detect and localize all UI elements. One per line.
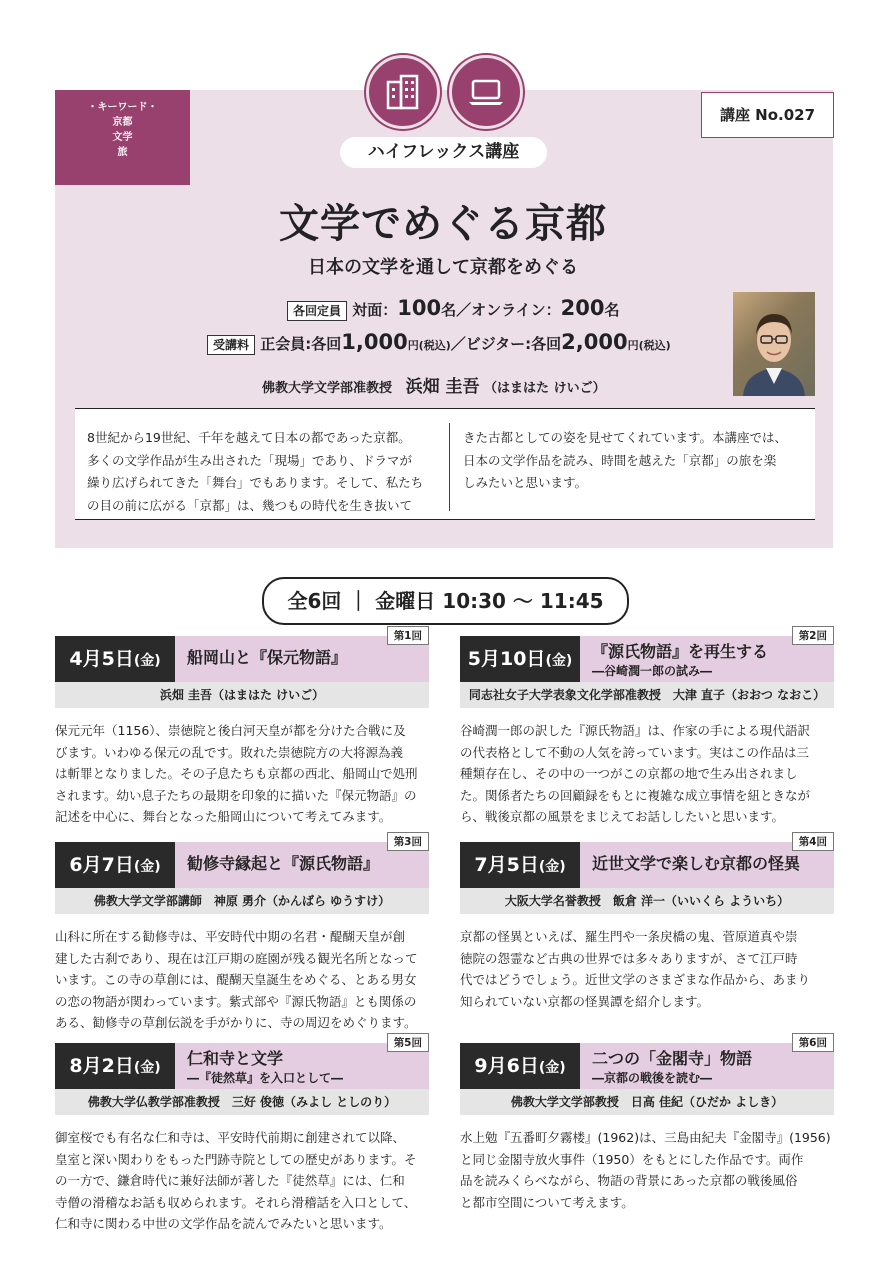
keyword-item: 文学 bbox=[112, 132, 133, 143]
session-body-line: と同じ金閣寺放火事件（1950）をもとにした作品です。両作 bbox=[460, 1151, 804, 1167]
session-header bbox=[460, 836, 834, 888]
description-divider bbox=[449, 423, 450, 511]
session-body-line: 品を読みくらべながら、物語の背景にあった京都の戦後風俗 bbox=[460, 1173, 798, 1188]
session-body-line: 御室桜でも有名な仁和寺は、平安時代前期に創建されて以降、 bbox=[55, 1130, 406, 1145]
session-date bbox=[460, 1043, 580, 1089]
session-lecturer: 佛教大学仏教学部准教授 三好 俊徳（みよし としのり） bbox=[55, 1089, 429, 1115]
session-body-line: の恋の物語が関わっています。紫式部や『源氏物語』とも関係の bbox=[55, 993, 417, 1009]
session-body bbox=[55, 720, 429, 828]
session-header bbox=[460, 630, 834, 682]
session-body-line: ある、勧修寺の草創伝説を手がかりに、寺の周辺をめぐります。 bbox=[55, 1015, 417, 1030]
session-date-num: 4月5日 bbox=[69, 648, 134, 670]
session-body bbox=[55, 926, 429, 1034]
session-body-line: ら、戦後京都の風景をまじえてお話ししたいと思います。 bbox=[460, 809, 785, 824]
capacity-face-num: 100 bbox=[397, 296, 442, 320]
session-number: 第6回 bbox=[792, 1033, 834, 1052]
session-date-num: 7月5日 bbox=[474, 854, 539, 876]
hyflex-badge: ハイフレックス講座 bbox=[340, 137, 547, 168]
session-body-line: 寺僧の滑稽なお話も収められます。それら滑稽話を入口として、 bbox=[55, 1194, 417, 1210]
course-description bbox=[75, 408, 815, 520]
session-body-line: は斬罪となりました。その子息たちも京都の西北、船岡山で処刑 bbox=[55, 766, 418, 781]
lecturer-kana: （はまはた けいご） bbox=[484, 381, 606, 396]
session-card bbox=[460, 630, 834, 828]
session-lecturer: 浜畑 圭吾（はまはた けいご） bbox=[55, 682, 429, 708]
keyword-item: 京都 bbox=[112, 117, 133, 128]
session-body bbox=[55, 1127, 429, 1235]
session-body bbox=[460, 1127, 834, 1213]
session-date-num: 6月7日 bbox=[69, 854, 134, 876]
session-body-line: びます。いわゆる保元の乱です。敗れた崇徳院方の大将源為義 bbox=[55, 744, 404, 760]
session-subtitle: ―谷崎潤一郎の試み― bbox=[592, 664, 713, 678]
fee-line bbox=[207, 330, 671, 355]
session-date bbox=[55, 1043, 175, 1089]
session-date bbox=[55, 842, 175, 888]
description-line: きた古都としての姿を見せてくれています。本講座では、 bbox=[463, 430, 788, 445]
session-subtitle: ―京都の戦後を読む― bbox=[592, 1071, 713, 1085]
session-lecturer: 大阪大学名誉教授 飯倉 洋一（いいくら よういち） bbox=[460, 888, 834, 914]
keyword-box bbox=[55, 90, 190, 185]
session-card bbox=[460, 836, 834, 1012]
session-lecturer: 同志社女子大学表象文化学部准教授 大津 直子（おおつ なおこ） bbox=[460, 682, 834, 708]
session-header bbox=[460, 1037, 834, 1089]
session-body bbox=[460, 720, 834, 828]
session-dow: (金) bbox=[538, 859, 566, 875]
session-number: 第2回 bbox=[792, 626, 834, 645]
session-dow: (金) bbox=[538, 1060, 566, 1076]
fee-visitor-num: 2,000 bbox=[561, 330, 628, 354]
capacity-tag: 各回定員 bbox=[287, 301, 347, 321]
description-line: 8世紀から19世紀、千年を越えて日本の都であった京都。 bbox=[87, 430, 411, 445]
session-body-line: 皇室と深い関わりをもった門跡寺院としての歴史があります。そ bbox=[55, 1151, 417, 1167]
description-right bbox=[463, 427, 808, 495]
description-line: 日本の文学作品を読み、時間を越えた「京都」の旅を楽 bbox=[463, 452, 777, 468]
session-card bbox=[55, 1037, 429, 1235]
description-left bbox=[87, 427, 432, 517]
session-body-line: 仁和寺に関わる中世の文学作品を読んでみたいと思います。 bbox=[55, 1216, 392, 1231]
lecturer-photo bbox=[733, 292, 815, 396]
fee-visitor-label: ／ビジター:各回 bbox=[450, 335, 562, 353]
session-header bbox=[55, 1037, 429, 1089]
lecturer-position: 佛教大学文学部准教授 bbox=[262, 381, 393, 396]
session-body-line: 記述を中心に、舞台となった船岡山について考えてみます。 bbox=[55, 809, 392, 824]
session-header bbox=[55, 630, 429, 682]
session-date-num: 9月6日 bbox=[474, 1055, 539, 1077]
capacity-face-unit: 名／オンライン： bbox=[441, 301, 561, 319]
page-title: 文学でめぐる京都 bbox=[279, 201, 607, 247]
course-number: 講座 No.027 bbox=[701, 92, 834, 138]
session-title: 勧修寺縁起と『源氏物語』 bbox=[187, 854, 380, 873]
session-body-line: 京都の怪異といえば、羅生門や一条戻橋の鬼、菅原道真や崇 bbox=[460, 929, 798, 944]
session-date bbox=[460, 636, 580, 682]
keyword-heading: ・キーワード・ bbox=[87, 102, 158, 113]
session-body-line: 保元元年（1156）、崇徳院と後白河天皇が都を分けた合戦に及 bbox=[55, 723, 406, 738]
session-body-line: の代表格として不動の人気を誇っています。実はこの作品は三 bbox=[460, 744, 810, 760]
session-body-line: 種類存在し、その中の一つがこの京都の地で生み出されまし bbox=[460, 766, 798, 781]
session-body-line: と都市空間について考えます。 bbox=[460, 1194, 634, 1210]
session-body-line: 徳院の怨霊など古典の世界では多々ありますが、さて江戸時 bbox=[460, 950, 798, 966]
capacity-face-label: 対面： bbox=[352, 301, 398, 319]
fee-member-num: 1,000 bbox=[341, 330, 408, 354]
session-date-num: 8月2日 bbox=[69, 1055, 134, 1077]
session-card bbox=[55, 836, 429, 1034]
description-line: の目の前に広がる「京都」は、幾つもの時代を生き抜いて bbox=[87, 497, 413, 513]
session-body-line: います。この寺の草創には、醍醐天皇誕生をめぐる、とある男女 bbox=[55, 972, 417, 987]
session-body-line: 建した古刹であり、現在は江戸期の庭園が残る観光名所となって bbox=[55, 950, 418, 966]
session-date-num: 5月10日 bbox=[467, 648, 546, 670]
session-number: 第5回 bbox=[387, 1033, 429, 1052]
session-dow: (金) bbox=[133, 1060, 161, 1076]
session-body-line: されます。幼い息子たちの最期を印象的に描いた『保元物語』の bbox=[55, 787, 417, 803]
session-dow: (金) bbox=[133, 653, 161, 669]
session-date bbox=[55, 636, 175, 682]
description-line: しみたいと思います。 bbox=[463, 475, 588, 490]
laptop-icon bbox=[449, 55, 523, 129]
fee-tag: 受講料 bbox=[207, 335, 255, 355]
session-date bbox=[460, 842, 580, 888]
session-body-line: 谷崎潤一郎の訳した『源氏物語』は、作家の手による現代語訳 bbox=[460, 723, 811, 738]
session-body-line: 代ではどうでしょう。近世文学のさまざまな作品から、あまり bbox=[460, 972, 811, 987]
lecturer-line bbox=[262, 372, 606, 397]
capacity-online-unit: 名 bbox=[604, 301, 620, 319]
building-icon bbox=[366, 55, 440, 129]
fee-visitor-unit: 円(税込) bbox=[627, 339, 671, 352]
session-dow: (金) bbox=[133, 859, 161, 875]
session-body-line: 水上勉『五番町夕霧楼』(1962)は、三島由紀夫『金閣寺』(1956) bbox=[460, 1130, 831, 1145]
session-body-line: た。関係者たちの回顧録をもとに複雑な成立事情を紐ときなが bbox=[460, 787, 811, 803]
session-lecturer: 佛教大学文学部講師 神原 勇介（かんばら ゆうすけ） bbox=[55, 888, 429, 914]
schedule-banner: 全6回 ｜ 金曜日 10:30 〜 11:45 bbox=[262, 577, 629, 625]
session-body-line: 知られていない京都の怪異譚を紹介します。 bbox=[460, 993, 710, 1009]
description-line: 繰り広げられてきた「舞台」でもあります。そして、私たち bbox=[87, 475, 424, 490]
session-title: 船岡山と『保元物語』 bbox=[187, 648, 348, 667]
session-title: 仁和寺と文学 bbox=[187, 1049, 284, 1068]
session-header bbox=[55, 836, 429, 888]
session-body-line: の一方で、鎌倉時代に兼好法師が著した『徒然草』には、仁和 bbox=[55, 1173, 405, 1188]
keyword-item: 旅 bbox=[117, 147, 128, 158]
session-card bbox=[460, 1037, 834, 1213]
fee-member-unit: 円(税込) bbox=[407, 339, 451, 352]
fee-member-label: 正会員:各回 bbox=[260, 335, 342, 353]
capacity-online-num: 200 bbox=[560, 296, 605, 320]
session-title: 『源氏物語』を再生する bbox=[592, 642, 769, 661]
session-title: 二つの「金閣寺」物語 bbox=[592, 1049, 753, 1068]
session-number: 第3回 bbox=[387, 832, 429, 851]
session-number: 第4回 bbox=[792, 832, 834, 851]
session-subtitle: ―『徒然草』を入口として― bbox=[187, 1071, 344, 1085]
session-card bbox=[55, 630, 429, 828]
session-number: 第1回 bbox=[387, 626, 429, 645]
page-subtitle: 日本の文学を通して京都をめぐる bbox=[308, 257, 578, 278]
session-body bbox=[460, 926, 834, 1012]
capacity-line bbox=[287, 296, 620, 321]
session-dow: (金) bbox=[545, 653, 573, 669]
session-body-line: 山科に所在する勧修寺は、平安時代中期の名君・醍醐天皇が創 bbox=[55, 929, 406, 944]
lecturer-name: 浜畑 圭吾 bbox=[405, 377, 480, 397]
session-lecturer: 佛教大学文学部教授 日高 佳紀（ひだか よしき） bbox=[460, 1089, 834, 1115]
session-title: 近世文学で楽しむ京都の怪異 bbox=[592, 854, 801, 873]
description-line: 多くの文学作品が生み出された「現場」であり、ドラマが bbox=[87, 452, 413, 468]
